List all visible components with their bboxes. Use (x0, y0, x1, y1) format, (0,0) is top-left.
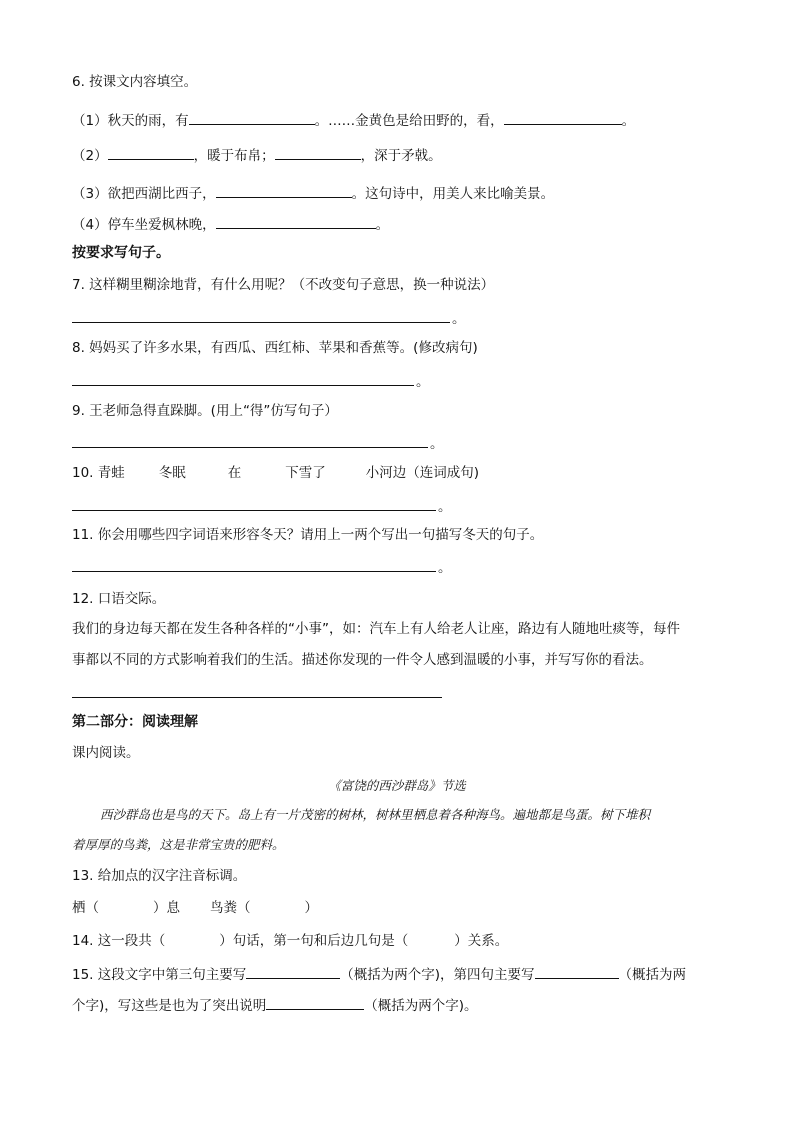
q7-prompt: 7. 这样糊里糊涂地背，有什么用呢？（不改变句子意思，换一种说法） (72, 277, 495, 293)
answer-line[interactable] (72, 447, 428, 448)
q14-prompt: 14. 这一段共（ ）句话，第一句和后边几句是（ ）关系。 (72, 933, 509, 949)
q13-answers: 栖（ ）息 鸟粪（ ） (72, 900, 318, 916)
q15-prompt-line-2: 个字)，写这些是也为了突出说明 （概括为两个字)。 (72, 995, 478, 1015)
q6-item-4: （4）停车坐爱枫林晚， 。 (72, 214, 389, 234)
q6-item-3: （3）欲把西湖比西子， 。这句诗中，用美人来比喻美景。 (72, 183, 554, 203)
q12-text-line-1: 我们的身边每天都在发生各种各样的“小事”，如：汽车上有人给老人让座，路边有人随地吐痰等，每件 (72, 621, 680, 637)
answer-blank[interactable] (189, 110, 315, 125)
answer-line[interactable] (72, 322, 450, 323)
passage-line-2: 着厚厚的鸟粪，这是非常宝贵的肥料。 (72, 837, 285, 852)
q9-prompt: 9. 王老师急得直跺脚。(用上“得”仿写句子） (72, 403, 338, 419)
section-heading-reading: 第二部分：阅读理解 (72, 714, 198, 730)
q12-text-line-2: 事都以不同的方式影响着我们的生活。描述你发现的一件令人感到温暖的小事，并写写你的看法。 (72, 652, 653, 668)
answer-blank[interactable] (246, 964, 340, 979)
answer-line[interactable] (72, 510, 436, 511)
q11-prompt: 11. 你会用哪些四字词语来形容冬天？请用上一两个写出一句描写冬天的句子。 (72, 527, 544, 543)
answer-blank[interactable] (504, 110, 622, 125)
answer-blank[interactable] (535, 964, 619, 979)
q12-title: 12. 口语交际。 (72, 591, 166, 607)
answer-line[interactable] (72, 571, 436, 572)
answer-blank[interactable] (216, 214, 376, 229)
q8-prompt: 8. 妈妈买了许多水果，有西瓜、西红柿、苹果和香蕉等。(修改病句) (72, 340, 478, 356)
period-mark: 。 (430, 436, 444, 452)
period-mark: 。 (452, 311, 466, 327)
passage-title: 《富饶的西沙群岛》节选 (328, 778, 466, 793)
q6-item-2: （2） ，暖于布帛； ，深于矛戟。 (72, 145, 442, 165)
period-mark: 。 (416, 374, 430, 390)
q6-title: 6. 按课文内容填空。 (72, 74, 198, 90)
period-mark: 。 (438, 560, 452, 576)
reading-subheading: 课内阅读。 (72, 745, 140, 761)
q6-item-1: （1）秋天的雨，有 。……金黄色是给田野的，看， 。 (72, 110, 635, 130)
answer-blank[interactable] (275, 145, 361, 160)
section-heading-sentences: 按要求写句子。 (72, 245, 170, 261)
answer-line[interactable] (72, 385, 414, 386)
q13-title: 13. 给加点的汉字注音标调。 (72, 868, 247, 884)
passage-line-1: 西沙群岛也是鸟的天下。岛上有一片茂密的树林，树林里栖息着各种海鸟。遍地都是鸟蛋。树下堆积 (100, 807, 651, 822)
answer-line[interactable] (72, 697, 442, 698)
period-mark: 。 (438, 499, 452, 515)
answer-blank[interactable] (108, 145, 194, 160)
q15-prompt-line-1: 15. 这段文字中第三句主要写 （概括为两个字)，第四句主要写 （概括为两 (72, 964, 686, 984)
q10-prompt: 10. 青蛙 冬眠 在 下雪了 小河边（连词成句) (72, 465, 480, 481)
answer-blank[interactable] (266, 995, 364, 1010)
answer-blank[interactable] (216, 183, 352, 198)
